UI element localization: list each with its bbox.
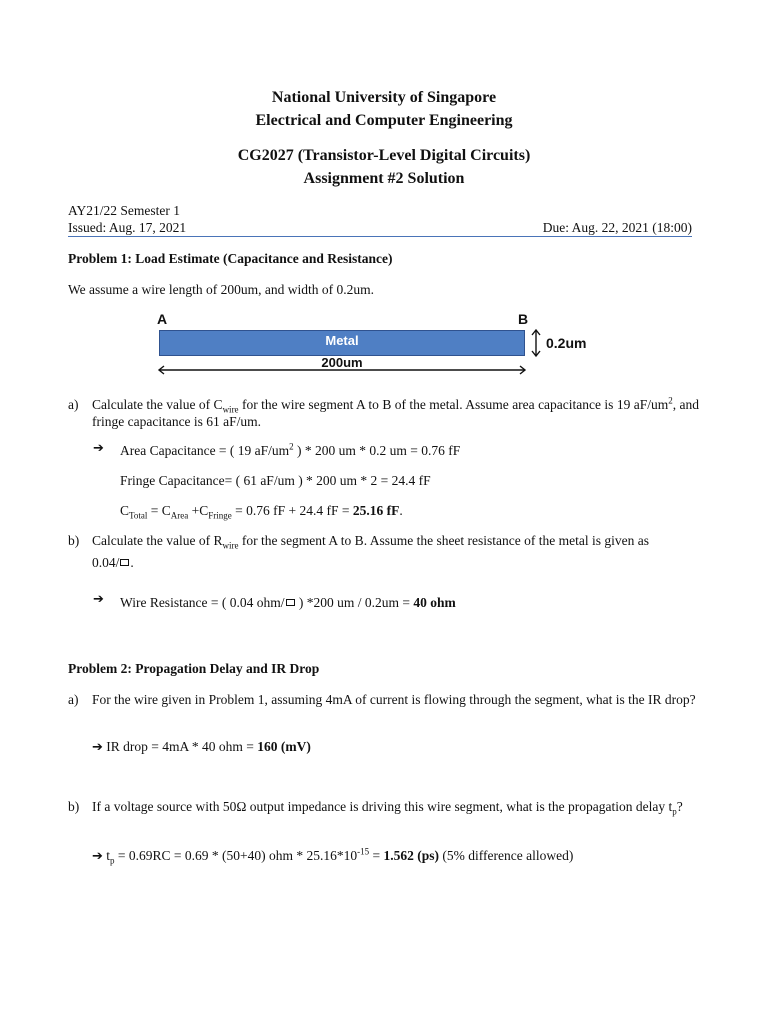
p1a-marker: a) <box>68 397 79 412</box>
header-rule <box>68 236 692 237</box>
answer-arrow-icon: ➔ <box>93 592 104 607</box>
p1a-question: Calculate the value of $C_{wire}$ for the wire segment A to B of the metal. Assume area capacitance is 19 $aF/um^2$, and fringe capacitance is 61 aF/um. <box>92 395 699 429</box>
university-title: National University of Singapore <box>271 89 497 106</box>
p2a-marker: a) <box>68 692 79 707</box>
assignment-title: Assignment #2 Solution <box>303 170 465 187</box>
answer-arrow-icon: ➔ <box>92 740 103 755</box>
p1a-fringe-cap: Fringe Capacitance= ( 61 aF/um ) * 200 um * 2 = 24.4 fF <box>120 473 431 488</box>
due-date: Due: Aug. 22, 2021 (18:00) <box>542 220 692 235</box>
width-label: 0.2um <box>546 335 587 351</box>
problem1-title: Problem 1: Load Estimate (Capacitance and Resistance) <box>68 251 393 266</box>
problem2-title: Problem 2: Propagation Delay and IR Drop <box>68 661 320 676</box>
length-label: 200um <box>321 355 363 370</box>
p1b-question: Calculate the value of $R_{wire}$ for the segment A to B. Assume the sheet resistance of the metal is given as <box>92 533 649 551</box>
point-b-label: B <box>518 311 529 327</box>
course-title: CG2027 (Transistor-Level Digital Circuits) <box>237 147 531 164</box>
department-title: Electrical and Computer Engineering <box>255 112 513 129</box>
p2b-question: If a voltage source with 50Ω output impedance is driving this wire segment, what is the propagation delay $t_p$? <box>92 799 683 817</box>
problem1-intro: We assume a wire length of 200um, and width of 0.2um. <box>68 282 374 297</box>
p1a-area-cap: Area Capacitance = ( 19 $aF/um^2$ ) * 200 um * 0.2 um = 0.76 fF <box>120 441 461 458</box>
p2b-answer: ➔ $t_p = 0.69RC = 0.69 * (50+40)$ ohm * $25.16*10^{-15} = 1.562$ (ps) (5% difference allowed) <box>92 846 574 866</box>
p2a-answer: ➔ IR drop = 4mA * 40 ohm = 160 (mV) <box>92 739 311 755</box>
point-a-label: A <box>157 311 168 327</box>
semester-label: AY21/22 Semester 1 <box>68 203 180 218</box>
p1b-question-cont: 0.04/ . <box>92 555 134 570</box>
p1a-total-cap: $C_{Total} = C_{Area} +C_{Fringe} = 0.76$ fF + 24.4 fF = 25.16 fF. <box>120 503 403 521</box>
answer-arrow-icon: ➔ <box>93 441 104 456</box>
p1b-marker: b) <box>68 533 80 548</box>
p1b-wire-resistance: Wire Resistance = ( 0.04 ohm/ ) *200 um / 0.2um = 40 ohm <box>120 595 456 610</box>
metal-label: Metal <box>325 333 359 348</box>
width-arrow-icon <box>528 328 544 358</box>
square-symbol-icon <box>120 559 129 566</box>
issued-date: Issued: Aug. 17, 2021 <box>68 220 187 235</box>
square-symbol-icon <box>286 599 295 606</box>
p2a-question: For the wire given in Problem 1, assuming 4mA of current is flowing through the segment, what is the IR drop? <box>92 692 696 707</box>
p2b-marker: b) <box>68 799 80 814</box>
length-arrow-icon <box>156 364 528 376</box>
answer-arrow-icon: ➔ <box>92 849 103 864</box>
